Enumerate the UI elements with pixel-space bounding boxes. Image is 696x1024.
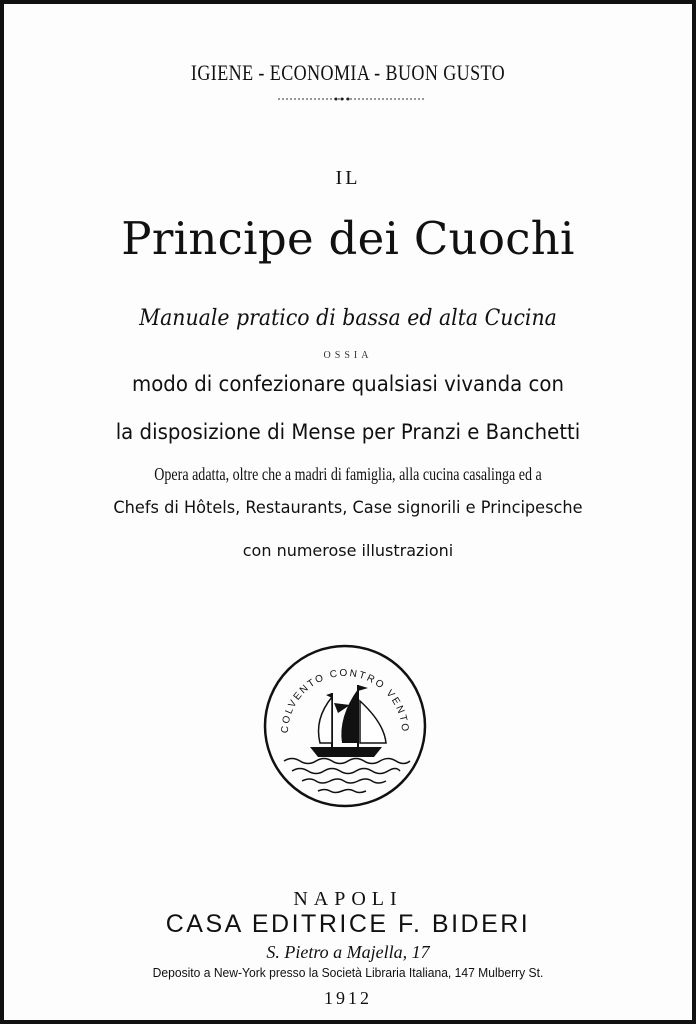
description-line-5: con numerose illustrazioni (242, 541, 454, 560)
emblem-motto: COLVENTO CONTRO VENTO (279, 667, 411, 734)
connector-word: OSSIA (323, 350, 373, 361)
description-line-3: Opera adatta, oltre che a madri di famiglia, alla cucina casalinga ed a (154, 464, 542, 484)
imprint-year: 1912 (324, 988, 372, 1008)
description-line-1: modo di confezionare qualsiasi vivanda con (132, 372, 564, 396)
imprint-address: S. Pietro a Majella, 17 (266, 942, 430, 962)
book-subtitle: Manuale pratico di bassa ed alta Cucina (139, 306, 557, 331)
sailing-ship-medallion-icon (262, 643, 428, 809)
imprint-publisher: CASA EDITRICE F. BIDERI (165, 910, 531, 938)
imprint-city: NAPOLI (293, 888, 403, 910)
imprint-deposit: Deposito a New-York presso la Società Libraria Italiana, 147 Mulberry St. (152, 965, 544, 980)
ornamental-rule (278, 96, 424, 102)
book-title: Principe dei Cuochi (121, 212, 575, 265)
header-motto: IGIENE - ECONOMIA - BUON GUSTO (190, 60, 506, 85)
title-article: IL (335, 167, 361, 189)
description-line-2: la disposizione di Mense per Pranzi e Banchetti (115, 420, 581, 444)
description-line-4: Chefs di Hôtels, Restaurants, Case signorili e Principesche (113, 498, 583, 518)
